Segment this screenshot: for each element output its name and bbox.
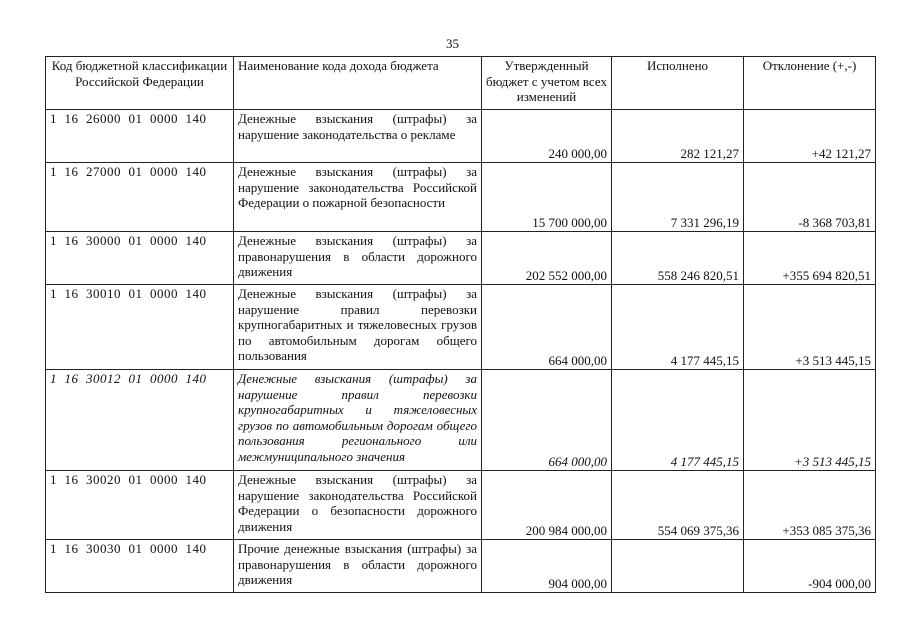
- header-deviation: Отклонение (+,-): [744, 57, 876, 110]
- header-name: Наименование кода дохода бюджета: [234, 57, 482, 110]
- header-code: Код бюджетной классификации Российской Федерации: [46, 57, 234, 110]
- row-approved: 202 552 000,00: [482, 232, 612, 285]
- row-approved: 664 000,00: [482, 285, 612, 370]
- row-deviation: -8 368 703,81: [744, 163, 876, 232]
- table-header-row: [46, 57, 876, 110]
- header-approved: Утвержденный бюджет с учетом всех изменений: [482, 57, 612, 110]
- table-row: [46, 285, 876, 370]
- row-code: 1 16 30012 01 0000 140: [46, 370, 234, 471]
- row-deviation: +3 513 445,15: [744, 285, 876, 370]
- row-code: 1 16 30000 01 0000 140: [46, 232, 234, 285]
- row-name: Денежные взыскания (штрафы) за нарушение законодательства Российской Федерации о безопасности дорожного движения: [234, 471, 482, 540]
- row-code: 1 16 27000 01 0000 140: [46, 163, 234, 232]
- table-row: [46, 163, 876, 232]
- row-approved: 240 000,00: [482, 110, 612, 163]
- row-name: Прочие денежные взыскания (штрафы) за правонарушения в области дорожного движения: [234, 540, 482, 593]
- row-code: 1 16 30020 01 0000 140: [46, 471, 234, 540]
- row-deviation: -904 000,00: [744, 540, 876, 593]
- row-name: Денежные взыскания (штрафы) за нарушение правил перевозки крупногабаритных и тяжеловесных грузов по автомобильным дорогам общего пользования регионального или межмуниципального значения: [234, 370, 482, 471]
- header-executed: Исполнено: [612, 57, 744, 110]
- row-deviation: +3 513 445,15: [744, 370, 876, 471]
- row-executed: 558 246 820,51: [612, 232, 744, 285]
- row-name: Денежные взыскания (штрафы) за правонарушения в области дорожного движения: [234, 232, 482, 285]
- table-row: [46, 471, 876, 540]
- row-code: 1 16 30030 01 0000 140: [46, 540, 234, 593]
- table-row: [46, 232, 876, 285]
- row-code: 1 16 30010 01 0000 140: [46, 285, 234, 370]
- row-approved: 15 700 000,00: [482, 163, 612, 232]
- table-row: [46, 540, 876, 593]
- row-code: 1 16 26000 01 0000 140: [46, 110, 234, 163]
- row-approved: 664 000,00: [482, 370, 612, 471]
- row-executed: [612, 540, 744, 593]
- row-executed: 7 331 296,19: [612, 163, 744, 232]
- row-deviation: +355 694 820,51: [744, 232, 876, 285]
- row-deviation: +42 121,27: [744, 110, 876, 163]
- row-deviation: +353 085 375,36: [744, 471, 876, 540]
- page-number: 35: [446, 36, 459, 51]
- budget-revenue-table: [45, 56, 876, 593]
- row-executed: 4 177 445,15: [612, 370, 744, 471]
- table-row: [46, 110, 876, 163]
- row-name: Денежные взыскания (штрафы) за нарушение правил перевозки крупногабаритных и тяжеловесных грузов по автомобильным дорогам общего пользования: [234, 285, 482, 370]
- row-executed: 4 177 445,15: [612, 285, 744, 370]
- row-approved: 200 984 000,00: [482, 471, 612, 540]
- row-executed: 554 069 375,36: [612, 471, 744, 540]
- table-row: [46, 370, 876, 471]
- row-approved: 904 000,00: [482, 540, 612, 593]
- row-executed: 282 121,27: [612, 110, 744, 163]
- row-name: Денежные взыскания (штрафы) за нарушение законодательства о рекламе: [234, 110, 482, 163]
- row-name: Денежные взыскания (штрафы) за нарушение законодательства Российской Федерации о пожарной безопасности: [234, 163, 482, 232]
